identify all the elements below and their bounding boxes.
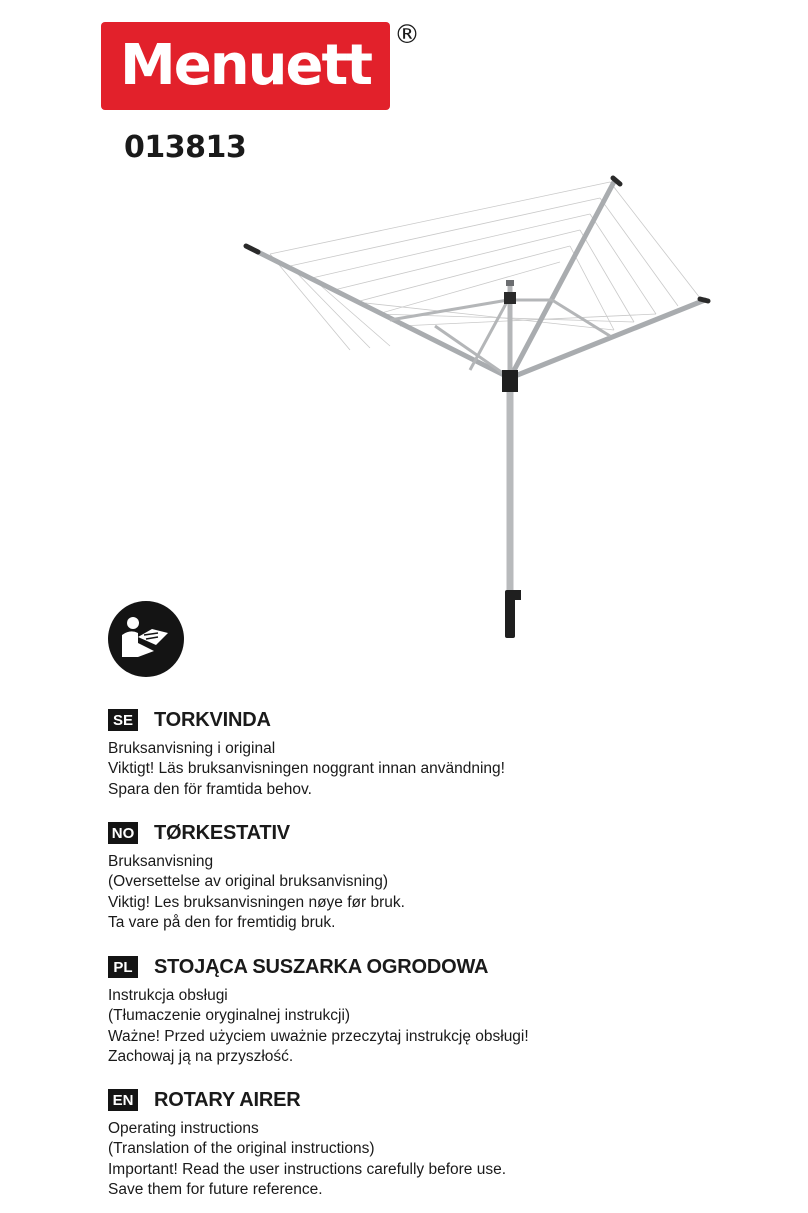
text-line: Operating instructions bbox=[108, 1120, 259, 1137]
language-badge: PL bbox=[108, 956, 138, 978]
text-line: Spara den för framtida behov. bbox=[108, 780, 312, 798]
section-title: STOJĄCA SUSZARKA OGRODOWA bbox=[154, 955, 489, 978]
text-line: (Tłumaczenie oryginalnej instrukcji) bbox=[108, 1007, 351, 1025]
section-title: TØRKESTATIV bbox=[154, 821, 290, 844]
text-line: Bruksanvisning i original bbox=[108, 740, 276, 757]
language-badge: EN bbox=[108, 1089, 138, 1111]
read-manual-icon bbox=[108, 601, 184, 677]
text-line: Save them for future reference. bbox=[108, 1180, 323, 1198]
text-line: Viktig! Les bruksanvisningen nøye før bruk. bbox=[108, 893, 405, 911]
section-title: TORKVINDA bbox=[154, 708, 271, 731]
text-line: Ta vare på den for fremtidig bruk. bbox=[108, 913, 336, 931]
section-se bbox=[108, 707, 788, 800]
text-line: Ważne! Przed użyciem uważnie przeczytaj instrukcję obsługi! bbox=[108, 1027, 529, 1045]
language-badge: SE bbox=[108, 709, 138, 731]
section-pl bbox=[108, 954, 788, 1067]
text-line: Instrukcja obsługi bbox=[108, 987, 228, 1004]
model-number: 013813 bbox=[124, 130, 247, 165]
text-line: Important! Read the user instructions carefully before use. bbox=[108, 1160, 507, 1178]
registered-mark: ® bbox=[394, 20, 420, 50]
language-badge: NO bbox=[108, 822, 138, 844]
brand-name: Menuett bbox=[120, 33, 371, 98]
section-title: ROTARY AIRER bbox=[154, 1088, 301, 1111]
section-en bbox=[108, 1087, 788, 1200]
text-line: (Oversettelse av original bruksanvisning) bbox=[108, 873, 388, 891]
text-line: Zachowaj ją na przyszłość. bbox=[108, 1047, 294, 1065]
text-line: (Translation of the original instructions) bbox=[108, 1140, 375, 1158]
rotary-airer-illustration bbox=[230, 170, 730, 650]
brand-logo bbox=[101, 22, 390, 110]
text-line: Viktigt! Läs bruksanvisningen noggrant innan användning! bbox=[108, 760, 505, 778]
text-line: Bruksanvisning bbox=[108, 853, 214, 870]
section-no bbox=[108, 820, 788, 933]
